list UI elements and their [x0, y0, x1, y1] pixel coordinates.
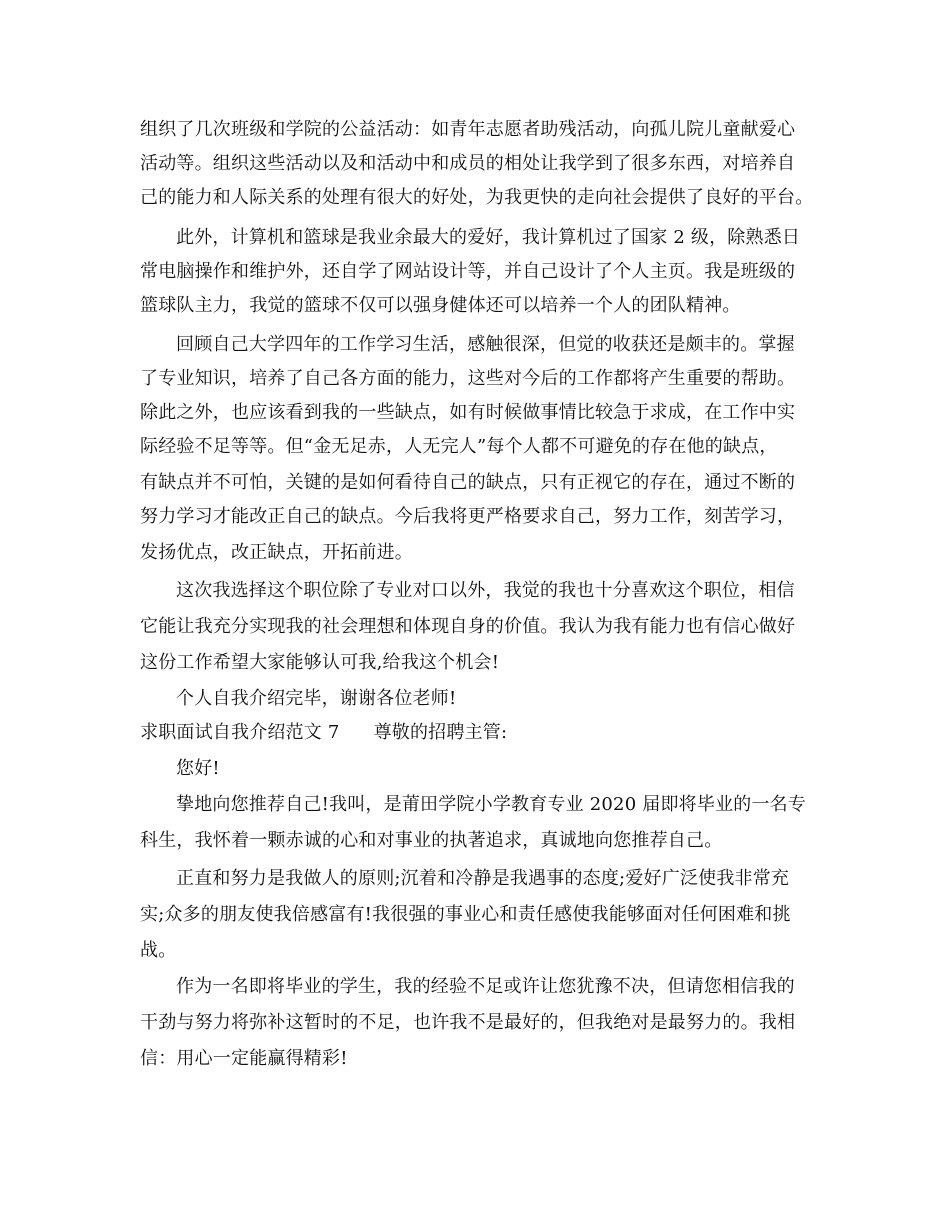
salutation: 尊敬的招聘主管: — [373, 722, 508, 743]
paragraph-6-line-2: 实;众多的朋友使我倍感富有!我很强的事业心和责任感使我能够面对任何困难和挑 — [140, 904, 791, 925]
paragraph-3-line-5: 有缺点并不可怕，关键的是如何看待自己的缺点，只有正视它的存在，通过不断的 — [140, 472, 796, 493]
paragraph-4-line-3: 这份工作希望大家能够认可我,给我这个机会! — [140, 652, 500, 673]
paragraph-3-line-7: 发扬优点，改正缺点，开拓前进。 — [140, 542, 413, 563]
sample-heading: 求职面试自我介绍范文 7 — [140, 722, 340, 743]
paragraph-2-line-1: 此外，计算机和篮球是我业余最大的爱好，我计算机过了国家 2 级，除熟悉日 — [176, 227, 801, 248]
paragraph-1-line-3: 己的能力和人际关系的处理有很大的好处，为我更快的走向社会提供了良好的平台。 — [140, 187, 814, 208]
paragraph-3-line-3: 除此之外，也应该看到我的一些缺点，如有时候做事情比较急于求成，在工作中实 — [140, 402, 796, 423]
closing-line: 个人自我介绍完毕，谢谢各位老师! — [176, 688, 457, 709]
paragraph-6-line-3: 战。 — [140, 940, 177, 961]
paragraph-3-line-6: 努力学习才能改正自己的缺点。今后我将更严格要求自己，努力工作，刻苦学习， — [140, 506, 796, 527]
paragraph-4-line-1: 这次我选择这个职位除了专业对口以外，我觉的我也十分喜欢这个职位，相信 — [176, 580, 795, 601]
paragraph-3-line-4: 际经验不足等等。但“金无足赤，人无完人”每个人都不可避免的存在他的缺点， — [140, 436, 778, 457]
paragraph-2-line-3: 篮球队主力，我觉的篮球不仅可以强身健体还可以培养一个人的团队精神。 — [140, 295, 741, 316]
paragraph-2-line-2: 常电脑操作和维护外，还自学了网站设计等，并自己设计了个人主页。我是班级的 — [140, 261, 796, 282]
paragraph-3-line-1: 回顾自己大学四年的工作学习生活，感触很深，但觉的收获还是颇丰的。掌握 — [176, 334, 795, 355]
paragraph-4-line-2: 它能让我充分实现我的社会理想和体现自身的价值。我认为我有能力也有信心做好 — [140, 616, 796, 637]
paragraph-5-line-1: 挚地向您推荐自己!我叫，是莆田学院小学教育专业 2020 届即将毕业的一名专 — [176, 794, 807, 815]
paragraph-3-line-2: 了专业知识，培养了自己各方面的能力，这些对今后的工作都将产生重要的帮助。 — [140, 368, 796, 389]
paragraph-7-line-2: 干劲与努力将弥补这暂时的不足，也许我不是最好的，但我绝对是最努力的。我相 — [140, 1012, 796, 1033]
greeting: 您好! — [176, 758, 220, 779]
paragraph-7-line-1: 作为一名即将毕业的学生，我的经验不足或许让您犹豫不决，但请您相信我的 — [176, 976, 795, 997]
paragraph-1-line-1: 组织了几次班级和学院的公益活动：如青年志愿者助残活动，向孤儿院儿童献爱心 — [140, 119, 796, 140]
paragraph-6-line-1: 正直和努力是我做人的原则;沉着和冷静是我遇事的态度;爱好广泛使我非常充 — [176, 868, 790, 889]
sample-heading-row — [140, 716, 507, 750]
paragraph-7-line-3: 信：用心一定能赢得精彩! — [140, 1048, 348, 1069]
paragraph-1-line-2: 活动等。组织这些活动以及和活动中和成员的相处让我学到了很多东西，对培养自 — [140, 153, 796, 174]
paragraph-5-line-2: 科生，我怀着一颗赤诚的心和对事业的执著追求，真诚地向您推荐自己。 — [140, 830, 723, 851]
